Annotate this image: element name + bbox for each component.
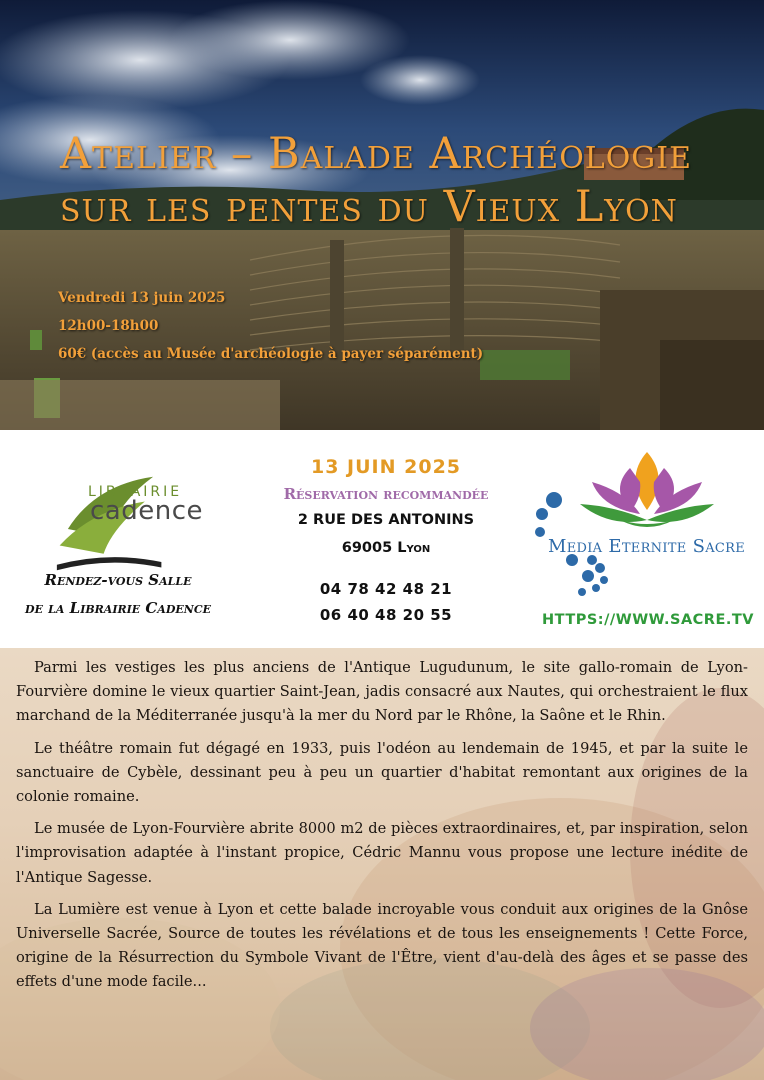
- description-paragraphs: [16, 656, 748, 1003]
- event-title: Atelier – Balade Archéologie sur les pentes du Vieux Lyon: [60, 129, 693, 232]
- lotus-logo-icon: [530, 448, 764, 598]
- address-street: 2 RUE DES ANTONINS: [297, 512, 475, 528]
- paragraph-1: Parmi les vestiges les plus anciens de l'Antique Lugudunum, le site gallo-romain de Lyon-Fourvière domine le vieux quartier Saint-Jean, jadis consacré aux Nautes, qui orchestraient le flux marchand de la Méditerranée jusqu'à la mer du Nord par le Rhône, la Saône et le Rhin.: [16, 659, 748, 725]
- event-date: 13 JUIN 2025: [310, 456, 462, 478]
- phone-2[interactable]: 06 40 48 20 55: [319, 606, 453, 624]
- meeting-place-line2: de la Librairie Cadence: [25, 599, 211, 617]
- meeting-place: [0, 566, 236, 622]
- address-city: 69005 Lyon: [341, 540, 431, 556]
- phone-1[interactable]: 04 78 42 48 21: [319, 580, 453, 598]
- event-details: [236, 452, 536, 628]
- event-time-line: 12h00-18h00: [58, 318, 159, 334]
- paragraph-2: Le théâtre romain fut dégagé en 1933, puis l'odéon au lendemain de 1945, et par la suite le sanctuaire de Cybèle, dessinant peu à peu un quartier d'habitat remontant aux origines de la colonie romaine.: [16, 739, 748, 806]
- media-website-link[interactable]: HTTPS://WWW.SACRE.TV: [541, 612, 755, 628]
- phone-numbers: [236, 576, 536, 628]
- event-date-line: Vendredi 13 juin 2025: [58, 290, 226, 306]
- hero-banner: [0, 0, 764, 430]
- paragraph-3: Le musée de Lyon-Fourvière abrite 8000 m2 de pièces extraordinaires, et, par inspiration, selon l'improvisation adaptée à l'instant propice, Cédric Mannu vous propose une lecture inédite de l'Antique Sagesse.: [16, 820, 748, 886]
- description-section: [0, 648, 764, 1080]
- library-name-main: cadence: [90, 496, 203, 526]
- media-brand-name: Media Eternite Sacre: [548, 536, 746, 557]
- library-name-top: LIBRAIRIE: [88, 484, 183, 500]
- event-price-line: 60€ (accès au Musée d'archéologie à payer séparément): [58, 346, 484, 362]
- paragraph-4: La Lumière est venue à Lyon et cette balade incroyable vous conduit aux origines de la Gnôse Universelle Sacrée, Source de toutes les révélations et de tous les enseignements ! Cette Force, origine de la Résurrection du Symbole Vivant de l'Être, vient d'au-delà des âges et se passe des effets d'une mode facile...: [16, 900, 748, 991]
- reservation-note: Réservation recommandée: [283, 485, 489, 503]
- meeting-place-line1: Rendez-vous Salle: [44, 571, 192, 589]
